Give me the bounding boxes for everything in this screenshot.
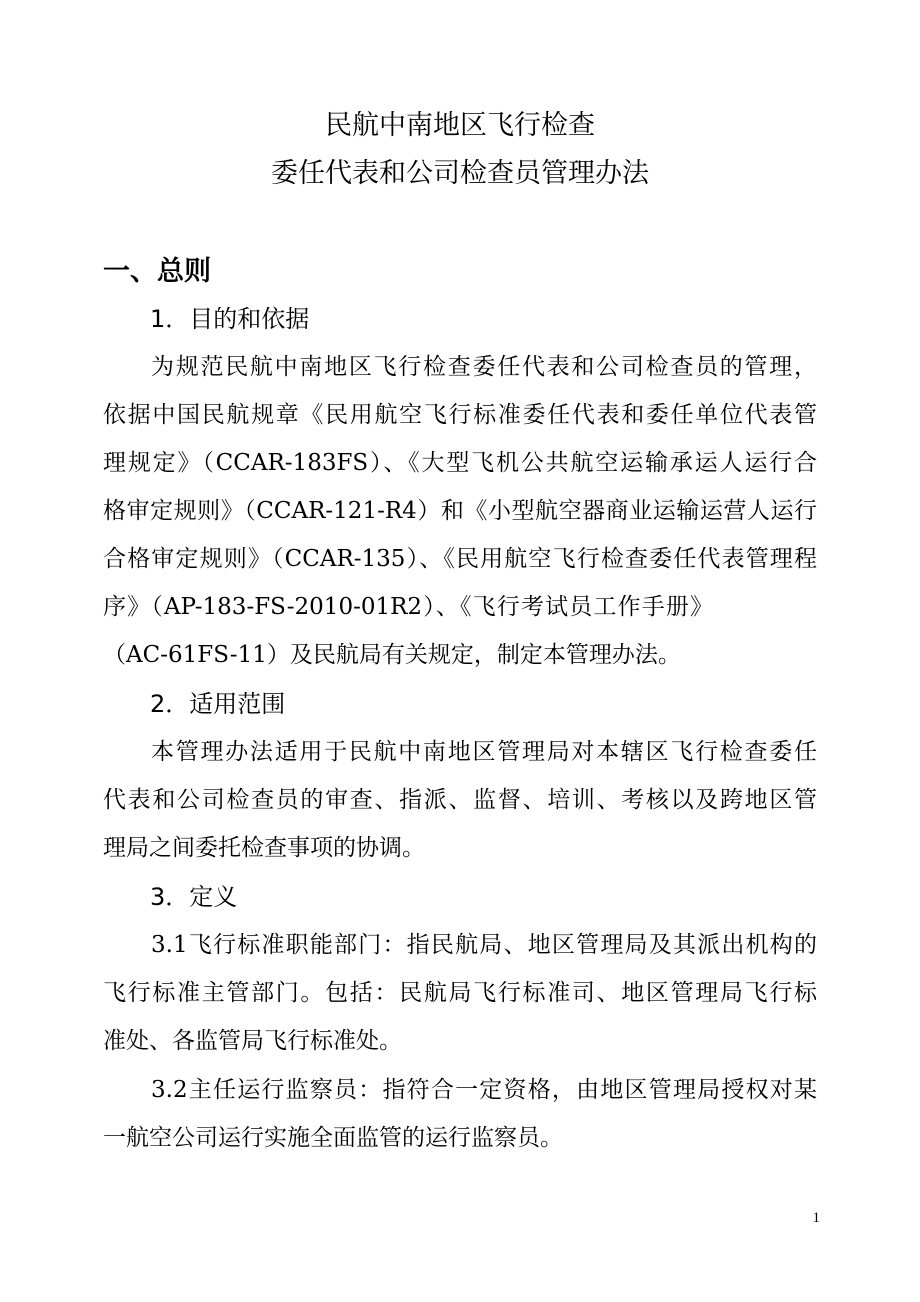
paragraph-line: 3.1飞行标准职能部门：指民航局、地区管理局及其派出机构的 [151,932,817,958]
paragraph-line: （AC-61FS-11）及民航局有关规定，制定本管理办法。 [103,642,681,668]
document-title-line-2: 委任代表和公司检查员管理办法 [271,158,649,189]
paragraph-line: 序》（AP-183-FS-2010-01R2）、《飞行考试员工作手册》 [103,594,713,620]
subheading-purpose: 1．目的和依据 [150,305,310,333]
paragraph-line: 一航空公司运行实施全面监管的运行监察员。 [103,1125,563,1151]
paragraph-line: 准处、各监管局飞行标准处。 [103,1028,402,1054]
section-heading-general: 一、总则 [103,256,211,287]
page-number: 1 [812,1210,820,1226]
paragraph-line: 本管理办法适用于民航中南地区管理局对本辖区飞行检查委任 [151,739,817,765]
paragraph-line: 代表和公司检查员的审查、指派、监督、培训、考核以及跨地区管 [103,787,817,813]
paragraph-line: 理规定》（CCAR-183FS）、《大型飞机公共航空运输承运人运行合 [103,450,817,476]
paragraph-line: 合格审定规则》（CCAR-135）、《民用航空飞行检查委任代表管理程 [103,546,817,572]
subheading-definitions: 3．定义 [150,883,238,911]
paragraph-line: 飞行标准主管部门。包括：民航局飞行标准司、地区管理局飞行标 [103,980,817,1006]
subheading-scope: 2．适用范围 [150,690,286,718]
document-title-line-1: 民航中南地区飞行检查 [325,110,595,141]
paragraph-line: 格审定规则》（CCAR-121-R4）和《小型航空器商业运输运营人运行 [103,498,817,524]
paragraph-line: 3.2主任运行监察员：指符合一定资格，由地区管理局授权对某 [151,1077,817,1103]
paragraph-line: 依据中国民航规章《民用航空飞行标准委任代表和委任单位代表管 [103,402,817,428]
paragraph-line: 为规范民航中南地区飞行检查委任代表和公司检查员的管理， [151,354,817,380]
paragraph-line: 理局之间委托检查事项的协调。 [103,835,425,861]
